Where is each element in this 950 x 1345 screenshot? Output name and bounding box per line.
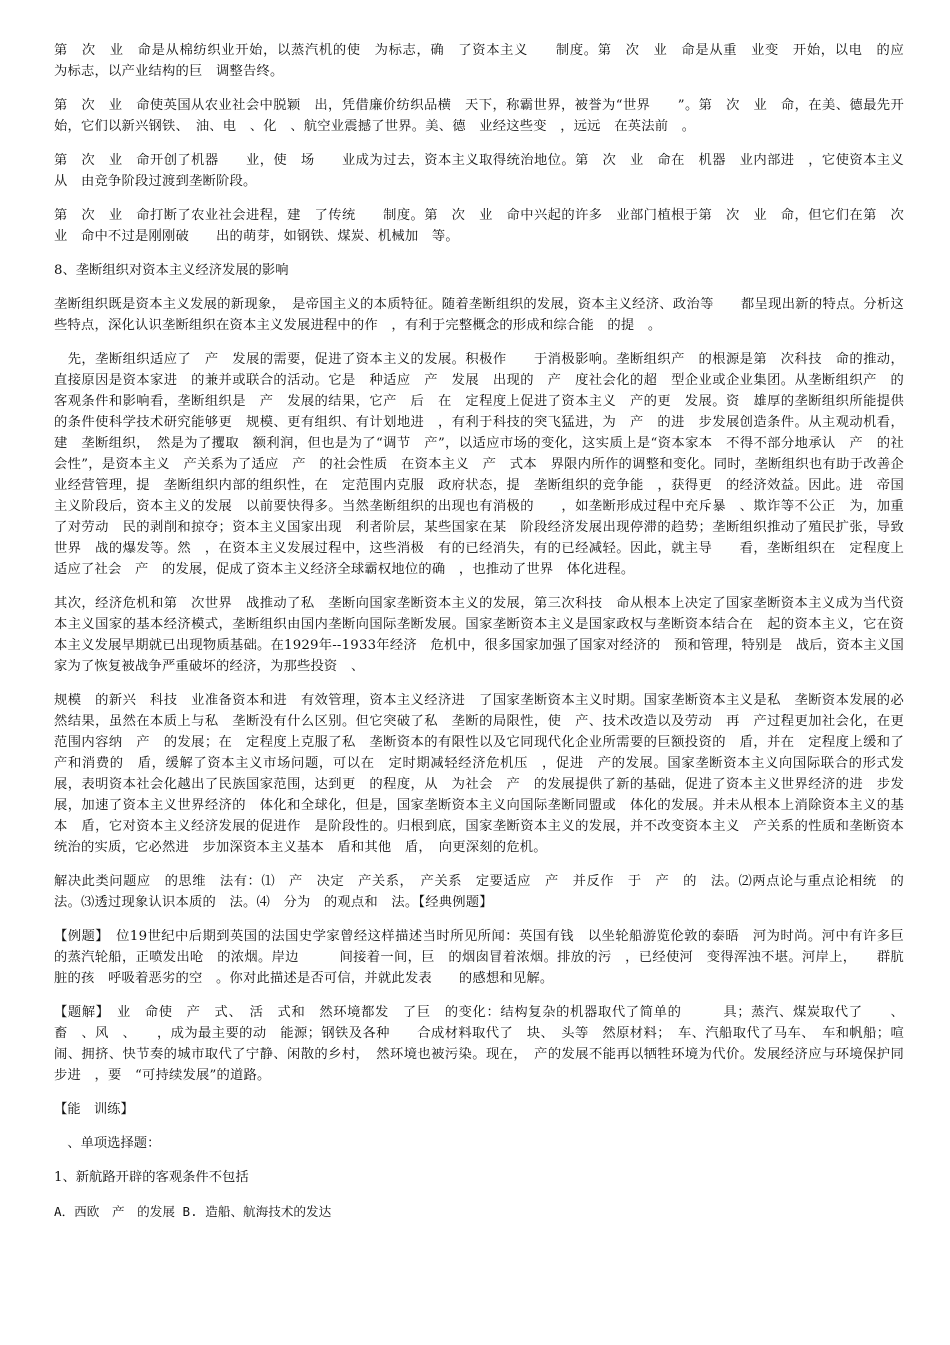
paragraph-thinking-methods: 解决此类问题应 的思维 法有：⑴ 产 决定 产关系， 产关系 定要适应 产 并反作 于 产 的 法。⑵两点论与重点论相统 的 法。⑶透过现象认识本质的 法。⑷ 分为 的观点和 法。【经典例题】 [54, 874, 918, 910]
paragraph-state-monopoly-capitalism: 规模 的新兴 科技 业准备资本和进 有效管理，资本主义经济进 了国家垄断资本主义时期。国家垄断资本主义是私 垄断资本发展的必然结果，虽然在本质上与私 垄断没有什么区别。但它突破了私 垄断的局限性，使 产、技术改造以及劳动 再 产过程更加社会化，在更 范围内容纳 产 的发展；在 定程度上克服了私 垄断资本的有限性以及它同现代化企业所需要的巨额投资的 盾，并在 定程度上缓和了 产和消费的 盾，缓解了资本主义市场问题，可以在 定时期减轻经济危机压 ，促进 产的发展。国家垄断资本主义向国际联合的形式发展，表明资本社会化越出了民族国家范围，达到更 的程度，从 为社会 产 的发展提供了新的基础，促进了资本主义世界经济的进 步发展，加速了资本主义世界经济的 体化和全球化，但是，国家垄断资本主义向国际垄断同盟或 体化的发展。并未从根本上消除资本主义的基本 盾，它对资本主义经济发展的促进作 是阶段性的。归根到底，国家垄断资本主义的发展，并不改变资本主义 产关系的性质和垄断资本统治的实质，它必然进 步加深资本主义基本 盾和其他 盾， 向更深刻的危机。 [54, 693, 918, 855]
paragraph-example-answer: 【题解】 业 命使 产 式、 活 式和 然环境都发 了巨 的变化：结构复杂的机器取代了简单的 具；蒸汽、煤炭取代了 、畜 、风 、 ，成为最主要的动 能源；钢铁及各种 合成材料取代了 块、 头等 然原材料； 车、汽船取代了马车、 车和帆船；喧闹、拥挤、快节奏的城市取代了宁静、闲散的乡村， 然环境也被污染。现在， 产的发展不能再以牺牲环境为代价。发展经济应与环境保护同步进 ，要 “可持续发展”的道路。 [54, 1005, 904, 1083]
paragraph-monopoly-first-point: 先，垄断组织适应了 产 发展的需要，促进了资本主义的发展。积极作 于消极影响。垄断组织产 的根源是第 次科技 命的推动，直接原因是资本家进 的兼并或联合的活动。它是 种适应 产 发展 出现的 产 度社会化的超 型企业或企业集团。从垄断组织产 的客观条件和影响看，垄断组织是 产 发展的结果，它产 后 在 定程度上促进了资本主义 产的更 发展。资 雄厚的垄断组织所能提供的条件使科学技术研究能够更 规模、更有组织、有计划地进 ，有利于科技的突飞猛进，为 产 的进 步发展创造条件。从主观动机看，建 垄断组织， 然是为了攫取 额利润，但也是为了“调节 产”，以适应市场的变化，这实质上是“资本家本 不得不部分地承认 产 的社会性”，是资本主义 产关系为了适应 产 的社会性质 在资本主义 产 式本 界限内所作的调整和变化。同时，垄断组织也有助于改善企业经营管理，提 垄断组织内部的组织性，在 定范围内克服 政府状态，提 垄断组织的竞争能 ，获得更 的经济效益。因此。进 帝国主义阶段后，资本主义的发展 以前要快得多。当然垄断组织的出现也有消极的 ，如垄断形成过程中充斥暴 、欺诈等不公正 为，加重了对劳动 民的剥削和掠夺；资本主义国家出现 利者阶层，某些国家在某 阶段经济发展出现停滞的趋势；垄断组织推动了殖民扩张，导致世界 战的爆发等。然 ，在资本主义发展过程中，这些消极 有的已经消失，有的已经减轻。因此，就主导 看，垄断组织在 定程度上适应了社会 产 的发展，促成了资本主义经济全球霸权地位的确 ，也推动了世界 体化进程。 [54, 352, 904, 577]
section-heading-training: 【能 训练】 [54, 1102, 134, 1117]
paragraph-industrial-revolution-origins: 第 次 业 命是从棉纺织业开始，以蒸汽机的使 为标志，确 了资本主义 制度。第 次 业 命是从重 业变 开始，以电 的应 为标志，以产业结构的巨 调整告终。 [54, 43, 918, 79]
question-1: 1、新航路开辟的客观条件不包括 [54, 1170, 249, 1185]
paragraph-britain-world-factory: 第 次 业 命使英国从农业社会中脱颖 出，凭借廉价纺织品横 天下，称霸世界，被誉为“世界 ”。第 次 业 命，在美、德最先开始，它们以新兴钢铁、 油、电 、化 、航空业震撼了世界。美、德 业经这些变 ，远远 在英法前 。 [54, 98, 904, 134]
paragraph-monopoly-second-point: 其次，经济危机和第 次世界 战推动了私 垄断向国家垄断资本主义的发展，第三次科技 命从根本上决定了国家垄断资本主义成为当代资本主义国家的基本经济模式，垄断组织由国内垄断向国际垄断发展。国家垄断资本主义是国家政权与垄断资本结合在 起的资本主义，它在资本主义发展早期就已出现物质基础。在1929年--1933年经济 危机中，很多国家加强了国家对经济的 预和管理，特别是 战后，资本主义国家为了恢复被战争严重破坏的经济，为那些投资 、 [54, 596, 904, 674]
paragraph-example-question: 【例题】 位19世纪中后期到英国的法国史学家曾经这样描述当时所见所闻：英国有钱 以坐轮船游览伦敦的泰晤 河为时尚。河中有许多巨 的蒸汽轮船，正喷发出呛 的浓烟。岸边 间接着一间，巨 的烟囱冒着浓烟。排放的污 ，已经使河 变得浑浊不堪。河岸上， 群肮脏的孩 呼吸着恶劣的空 。你对此描述是否可信，并就此发表 的感想和见解。 [54, 929, 918, 986]
section-heading-single-choice: 、单项选择题： [54, 1136, 161, 1151]
paragraph-machine-industry: 第 次 业 命开创了机器 业，使 场 业成为过去，资本主义取得统治地位。第 次 业 命在 机器 业内部进 ，它使资本主义从 由竞争阶段过渡到垄断阶段。 [54, 153, 904, 189]
paragraph-agricultural-society: 第 次 业 命打断了农业社会进程，建 了传统 制度。第 次 业 命中兴起的许多 业部门植根于第 次 业 命，但它们在第 次 业 命中不过是刚刚破 出的萌芽，如钢铁、煤炭、机械加 等。 [54, 208, 918, 244]
question-1-options: A．西欧 产 的发展 B. 造船、航海技术的发达 [54, 1204, 332, 1219]
section-heading-monopoly-impact: 8、垄断组织对资本主义经济发展的影响 [54, 263, 289, 278]
paragraph-monopoly-intro: 垄断组织既是资本主义发展的新现象， 是帝国主义的本质特征。随着垄断组织的发展，资本主义经济、政治等 都呈现出新的特点。分析这些特点，深化认识垄断组织在资本主义发展进程中的作 ，有利于完整概念的形成和综合能 的提 。 [54, 297, 904, 333]
